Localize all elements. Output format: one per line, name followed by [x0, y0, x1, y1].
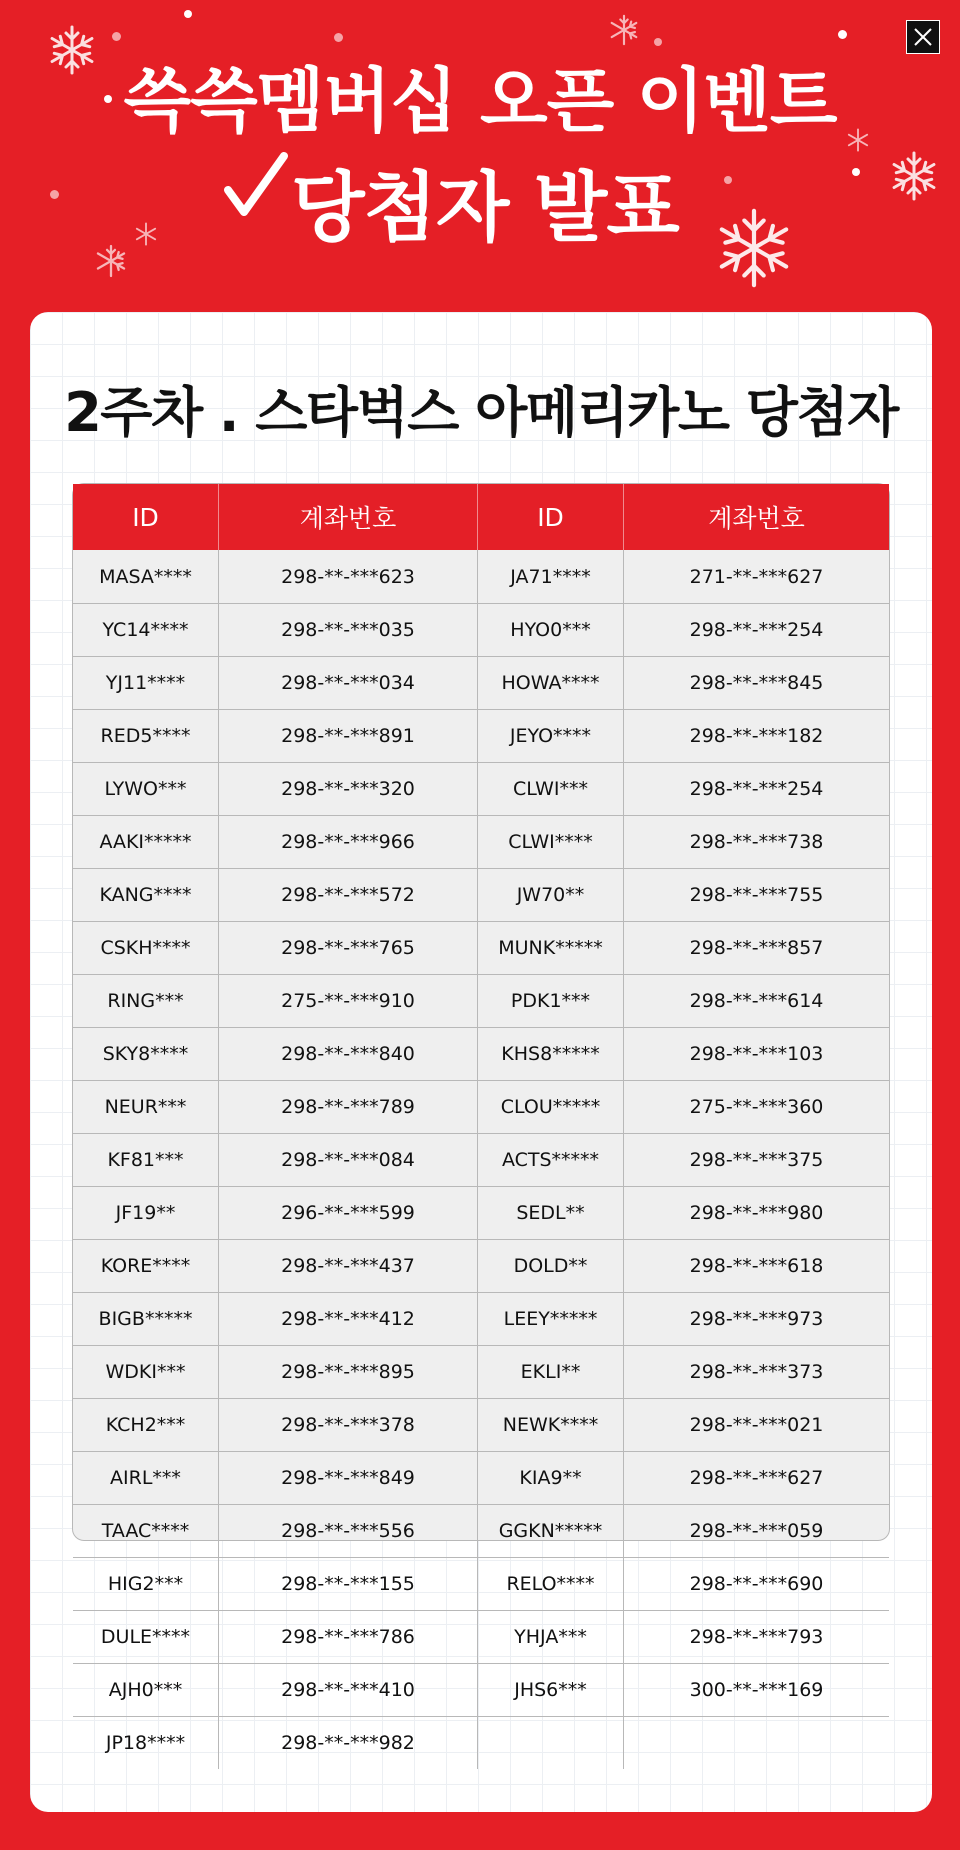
cell-account: 298-**-***623	[219, 550, 478, 603]
table-row	[73, 1080, 889, 1133]
cell-id: NEWK****	[478, 1399, 624, 1451]
cell-id: ACTS*****	[478, 1134, 624, 1186]
cell-account: 298-**-***320	[219, 763, 478, 815]
cell-account: 298-**-***254	[689, 619, 824, 641]
table-row	[73, 603, 889, 656]
table-row	[73, 1610, 889, 1663]
column-header-id: ID	[478, 484, 624, 550]
cell-account: 298-**-***765	[219, 922, 478, 974]
table-row	[73, 1557, 889, 1610]
event-title: 쓱쓱멤버십 오픈 이벤트	[123, 60, 837, 142]
cell-id: JHS6***	[478, 1664, 624, 1716]
cell-id: KANG****	[73, 869, 219, 921]
cell-id: MUNK*****	[478, 922, 624, 974]
cell-id: JA71****	[478, 550, 624, 603]
cell-account: 298-**-***793	[689, 1626, 824, 1648]
cell-id: KORE****	[73, 1240, 219, 1292]
cell-id: PDK1***	[478, 975, 624, 1027]
cell-id: JP18****	[73, 1717, 219, 1769]
cell-account: 298-**-***614	[689, 990, 824, 1012]
cell-id: KCH2***	[73, 1399, 219, 1451]
cell-account: 298-**-***755	[689, 884, 824, 906]
cell-id: BIGB*****	[73, 1293, 219, 1345]
cell-account: 298-**-***982	[219, 1717, 478, 1769]
cell-id: JEYO****	[478, 710, 624, 762]
cell-account: 298-**-***857	[689, 937, 824, 959]
table-row	[73, 656, 889, 709]
cell-id: DOLD**	[478, 1240, 624, 1292]
cell-id: KIA9**	[478, 1452, 624, 1504]
snowflake-icon	[608, 14, 640, 46]
cell-account: 298-**-***378	[219, 1399, 478, 1451]
cell-id: HOWA****	[478, 657, 624, 709]
cell-id: YJ11****	[73, 657, 219, 709]
cell-id: HYO0***	[478, 604, 624, 656]
cell-id: DULE****	[73, 1611, 219, 1663]
table-row	[73, 921, 889, 974]
cell-account: 298-**-***254	[689, 778, 824, 800]
cell-account	[624, 1717, 889, 1769]
cell-account: 298-**-***034	[219, 657, 478, 709]
card-title: 2주차 . 스타벅스 아메리카노 당첨자	[64, 381, 898, 444]
cell-id: CLWI***	[478, 763, 624, 815]
cell-account: 275-**-***360	[689, 1096, 824, 1118]
table-row	[73, 868, 889, 921]
table-row	[73, 550, 889, 603]
table-row	[73, 1504, 889, 1557]
cell-id: AJH0***	[73, 1664, 219, 1716]
decor-dot	[112, 32, 121, 41]
column-header-account: 계좌번호	[708, 504, 805, 533]
column-header-account: 계좌번호	[219, 484, 478, 550]
cell-account: 298-**-***375	[689, 1149, 824, 1171]
cell-account: 298-**-***789	[219, 1081, 478, 1133]
table-row	[73, 1186, 889, 1239]
cell-id: CSKH****	[73, 922, 219, 974]
cell-account: 298-**-***021	[689, 1414, 824, 1436]
cell-account: 298-**-***973	[689, 1308, 824, 1330]
cell-id: LEEY*****	[478, 1293, 624, 1345]
cell-id: HIG2***	[73, 1558, 219, 1610]
cell-id: AAKI*****	[73, 816, 219, 868]
cell-account: 298-**-***786	[219, 1611, 478, 1663]
column-header-id: ID	[73, 484, 219, 550]
cell-id: YHJA***	[478, 1611, 624, 1663]
close-icon	[913, 27, 933, 47]
cell-id: AIRL***	[73, 1452, 219, 1504]
cell-account: 298-**-***103	[689, 1043, 824, 1065]
cell-id: SKY8****	[73, 1028, 219, 1080]
cell-account: 298-**-***182	[689, 725, 824, 747]
cell-id: NEUR***	[73, 1081, 219, 1133]
cell-account: 298-**-***966	[219, 816, 478, 868]
decor-dot	[184, 10, 192, 18]
cell-account: 298-**-***895	[219, 1346, 478, 1398]
table-row	[73, 1292, 889, 1345]
table-row	[73, 709, 889, 762]
winners-table	[72, 483, 890, 1754]
cell-id: WDKI***	[73, 1346, 219, 1398]
table-row	[73, 1398, 889, 1451]
cell-id: LYWO***	[73, 763, 219, 815]
cell-account: 298-**-***738	[689, 831, 824, 853]
cell-account: 275-**-***910	[219, 975, 478, 1027]
cell-id: TAAC****	[73, 1505, 219, 1557]
decor-dot	[654, 38, 662, 46]
winners-card	[30, 312, 932, 1812]
table-row	[73, 974, 889, 1027]
table-row	[73, 1027, 889, 1080]
cell-account: 298-**-***572	[219, 869, 478, 921]
cell-account: 298-**-***437	[219, 1240, 478, 1292]
cell-id	[478, 1717, 624, 1769]
cell-account: 298-**-***035	[219, 604, 478, 656]
cell-id: JF19**	[73, 1187, 219, 1239]
cell-account: 298-**-***690	[689, 1573, 824, 1595]
cell-account: 298-**-***618	[689, 1255, 824, 1277]
table-row	[73, 1716, 889, 1769]
announcement-title: 당첨자 발표	[291, 163, 679, 252]
header	[0, 0, 960, 310]
table-row	[73, 1451, 889, 1504]
cell-account: 298-**-***556	[219, 1505, 478, 1557]
cell-id: CLOU*****	[478, 1081, 624, 1133]
cell-id: JW70**	[478, 869, 624, 921]
table-row	[73, 1345, 889, 1398]
cell-account: 298-**-***980	[689, 1202, 824, 1224]
table-header	[73, 484, 889, 550]
cell-id: RELO****	[478, 1558, 624, 1610]
cell-account: 271-**-***627	[689, 565, 824, 588]
close-button[interactable]	[906, 20, 940, 54]
cell-account: 298-**-***849	[219, 1452, 478, 1504]
cell-account: 298-**-***373	[689, 1361, 824, 1383]
table-row	[73, 1133, 889, 1186]
cell-id: RED5****	[73, 710, 219, 762]
cell-account: 300-**-***169	[689, 1679, 824, 1701]
cell-id: MASA****	[73, 550, 219, 603]
table-row	[73, 815, 889, 868]
table-row	[73, 762, 889, 815]
table-body	[73, 550, 889, 1769]
cell-id: RING***	[73, 975, 219, 1027]
cell-account: 298-**-***845	[689, 672, 824, 694]
cell-account: 298-**-***410	[219, 1664, 478, 1716]
cell-id: YC14****	[73, 604, 219, 656]
cell-id: GGKN*****	[478, 1505, 624, 1557]
cell-account: 296-**-***599	[219, 1187, 478, 1239]
cell-id: KF81***	[73, 1134, 219, 1186]
table-row	[73, 1663, 889, 1716]
decor-dot	[838, 30, 847, 39]
cell-id: EKLI**	[478, 1346, 624, 1398]
cell-id: SEDL**	[478, 1187, 624, 1239]
cell-account: 298-**-***840	[219, 1028, 478, 1080]
cell-account: 298-**-***084	[219, 1134, 478, 1186]
cell-id: CLWI****	[478, 816, 624, 868]
cell-account: 298-**-***059	[689, 1520, 824, 1542]
table-row	[73, 1239, 889, 1292]
cell-account: 298-**-***891	[219, 710, 478, 762]
decor-dot	[334, 33, 343, 42]
cell-id: KHS8*****	[478, 1028, 624, 1080]
cell-account: 298-**-***155	[219, 1558, 478, 1610]
cell-account: 298-**-***412	[219, 1293, 478, 1345]
cell-account: 298-**-***627	[689, 1467, 824, 1489]
